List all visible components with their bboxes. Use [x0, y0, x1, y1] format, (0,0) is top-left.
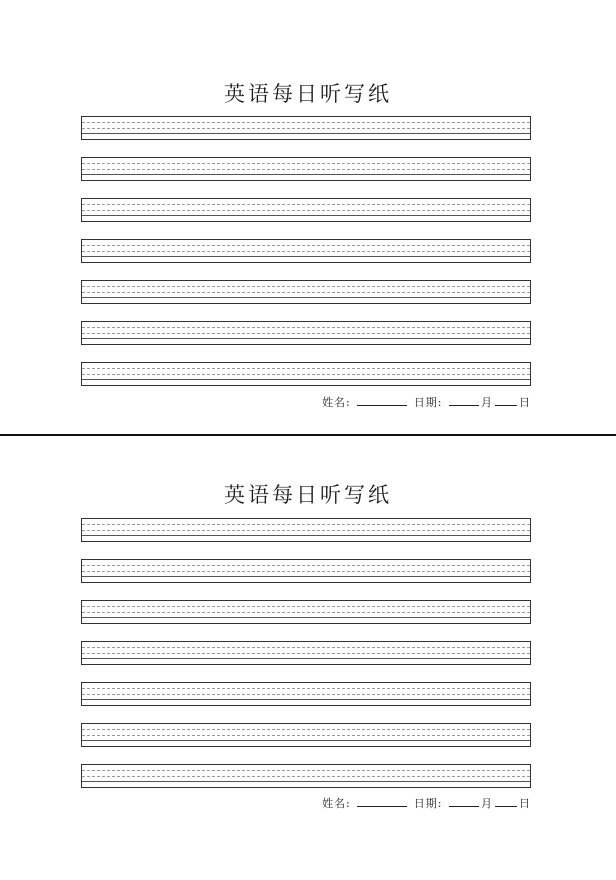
writing-line-set [81, 198, 531, 222]
sheet-title: 英语每日听写纸 [224, 483, 392, 507]
writing-line-set [81, 518, 531, 542]
writing-line-set [81, 682, 531, 706]
dictation-sheet-top [0, 0, 616, 434]
writing-lines-group [81, 116, 531, 403]
name-blank [357, 394, 407, 406]
dictation-sheet-bottom [0, 436, 616, 880]
name-blank [357, 795, 407, 807]
writing-line-set [81, 641, 531, 665]
writing-line-set [81, 362, 531, 386]
writing-line-set [81, 157, 531, 181]
month-blank [449, 394, 479, 406]
writing-line-set [81, 321, 531, 345]
writing-line-set [81, 239, 531, 263]
name-date-footer [322, 795, 531, 811]
writing-line-set [81, 600, 531, 624]
writing-line-set [81, 116, 531, 140]
writing-line-set [81, 559, 531, 583]
day-blank [495, 394, 517, 406]
day-label: 日 [519, 396, 531, 409]
name-date-footer [322, 394, 531, 410]
writing-line-set [81, 280, 531, 304]
day-blank [495, 795, 517, 807]
writing-lines-group [81, 518, 531, 805]
month-label: 月 [481, 396, 493, 409]
name-label: 姓名: [322, 797, 351, 810]
writing-line-set [81, 764, 531, 788]
day-label: 日 [519, 797, 531, 810]
month-blank [449, 795, 479, 807]
date-label: 日期: [413, 797, 443, 810]
name-label: 姓名: [322, 396, 351, 409]
month-label: 月 [481, 797, 493, 810]
writing-line-set [81, 723, 531, 747]
date-label: 日期: [413, 396, 443, 409]
sheet-title: 英语每日听写纸 [224, 82, 392, 106]
